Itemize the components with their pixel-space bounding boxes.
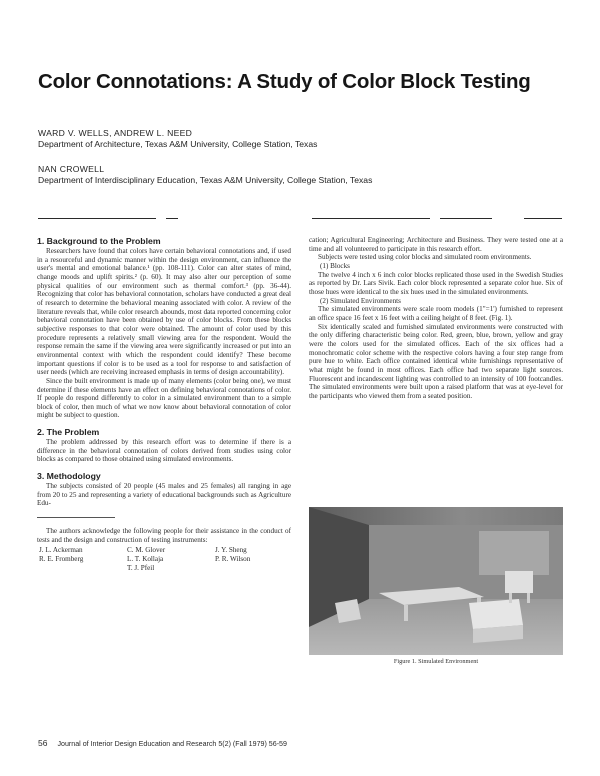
- author-affiliation: Department of Interdisciplinary Education, Texas A&M University, College Station, Texas: [38, 175, 373, 185]
- paragraph: Six identically scaled and furnished simulated environments were constructed with the only differing characteristic being color. Red, green, blue, brown, yellow and gray were the colors used for the simulated offices. Each of the six offices had a monochromatic color scheme with the respective colors having a four step range from pure hue to white. Each office contained identical white furnishings representative of what might be found in most offices. Each office had two separate light sources. Fluorescent and incandescent lighting was controlled to an intensity of 100 footcandles. The simulated environments were built upon a raised platform that was at eye-level for the participants who viewed them from a seated position.: [309, 322, 563, 400]
- page-footer: [38, 738, 287, 748]
- paragraph: Researchers have found that colors have certain behavioral connotations and, if used in a resourceful and dynamic manner within the design environment, can influence the user's mental and emotional balance.¹ (pp. 108-111). Color can alter states of mind, change moods and uplift spirits.² (p. 60). It may also alter our perception of some physical qualities of our environment such as thermal comfort.³ (pp. 36-44). Recognizing that color has behavioral connotation, scholars have conducted a great deal of research to determine the behavioral meaning associated with color. A review of the literature reveals that, while color research abounds, most data reported concerning color behavioral connotation have been obtained by use of color blocks. From these blocks subjective responses to that color were obtained. The amount of color used by this procedure represents a relatively small viewing area for the respondent. Would the response remain the same if the viewing area were significantly increased or put into an environmental context with which the respondent could identify? These become important questions if color is to be used as a tool for response to and satisfaction of user needs (which are receiving increased emphasis in terms of design accountability).: [37, 247, 291, 377]
- divider-rule: [524, 218, 562, 219]
- divider-rule: [312, 218, 430, 219]
- ack-name: P. R. Wilson: [215, 555, 251, 564]
- paper-title: Color Connotations: A Study of Color Block Testing: [38, 70, 531, 93]
- section-heading: 2. The Problem: [37, 427, 100, 438]
- figure-photo: [309, 507, 563, 655]
- paragraph: Since the built environment is made up of many elements (color being one), we must determine if these elements have an effect on defining behavioral connotations of color. If people do respond differently to color in a simulated environment than to a simple block of color, then much of what we now know about behavioral connotation of color might be subject to question.: [37, 376, 291, 420]
- section-heading: 3. Methodology: [37, 471, 101, 482]
- divider-rule: [166, 218, 178, 219]
- paragraph: The problem addressed by this research effort was to determine if there is a difference in the behavioral connotation of colors derived from studies using color blocks as compared to those obtained using simulated environments.: [37, 438, 291, 464]
- paragraph: The simulated environments were scale room models (1"=1') furnished to represent an office space 16 feet x 16 feet with a ceiling height of 8 feet. (Fig. 1).: [309, 305, 563, 322]
- ack-name: J. Y. Sheng: [215, 546, 247, 555]
- author-affiliation: Department of Architecture, Texas A&M University, College Station, Texas: [38, 139, 318, 149]
- ack-name: C. M. Glover: [127, 546, 166, 555]
- acknowledgement: [37, 527, 291, 573]
- ack-name: [39, 564, 127, 573]
- ack-name: T. J. Pfeil: [127, 563, 155, 572]
- author-block-2: [38, 164, 578, 186]
- acknowledgement-text: The authors acknowledge the following people for their assistance in the conduct of tests and the design and construction of testing instruments:: [37, 527, 291, 544]
- author-block-1: [38, 128, 578, 150]
- figure-caption: Figure 1. Simulated Environment: [393, 658, 479, 665]
- paragraph: cation; Agricultural Engineering; Architecture and Business. They were tested one at a time and all volunteered to participate in this research effort.: [309, 236, 563, 253]
- ack-name: L. T. Kollaja: [127, 555, 164, 564]
- acknowledgement-names: [37, 546, 291, 572]
- divider-rule: [440, 218, 492, 219]
- paragraph: The twelve 4 inch x 6 inch color blocks replicated those used in the Swedish Studies as reported by Dr. Lars Sivik. Each color block represented a separate color hue. Six of those hues were identical to the six hues used in the simulated environments.: [309, 270, 563, 296]
- paragraph: Subjects were tested using color blocks and simulated room environments.: [318, 253, 532, 262]
- ack-name: R. E. Fromberg: [39, 555, 84, 564]
- author-names: NAN CROWELL: [38, 164, 105, 174]
- subsection-heading: (1) Blocks: [320, 261, 350, 270]
- author-names: WARD V. WELLS, ANDREW L. NEED: [38, 128, 193, 138]
- ack-name: J. L. Ackerman: [39, 546, 83, 555]
- subsection-heading: (2) Simulated Environments: [320, 296, 401, 305]
- ack-name: [215, 564, 293, 573]
- simulated-environment-image: [309, 507, 563, 655]
- divider-rule: [38, 218, 156, 219]
- journal-citation: Journal of Interior Design Education and Research 5(2) (Fall 1979) 56-59: [57, 740, 287, 748]
- left-column: [37, 236, 291, 573]
- section-heading: 1. Background to the Problem: [37, 236, 161, 246]
- paragraph: The subjects consisted of 20 people (45 males and 25 females) all ranging in age from 20 to 25 and representing a variety of educational backgrounds such as Agriculture Edu-: [37, 482, 291, 508]
- right-column: [309, 236, 563, 400]
- footnote-separator: [37, 517, 115, 518]
- page-number: 56: [38, 738, 48, 748]
